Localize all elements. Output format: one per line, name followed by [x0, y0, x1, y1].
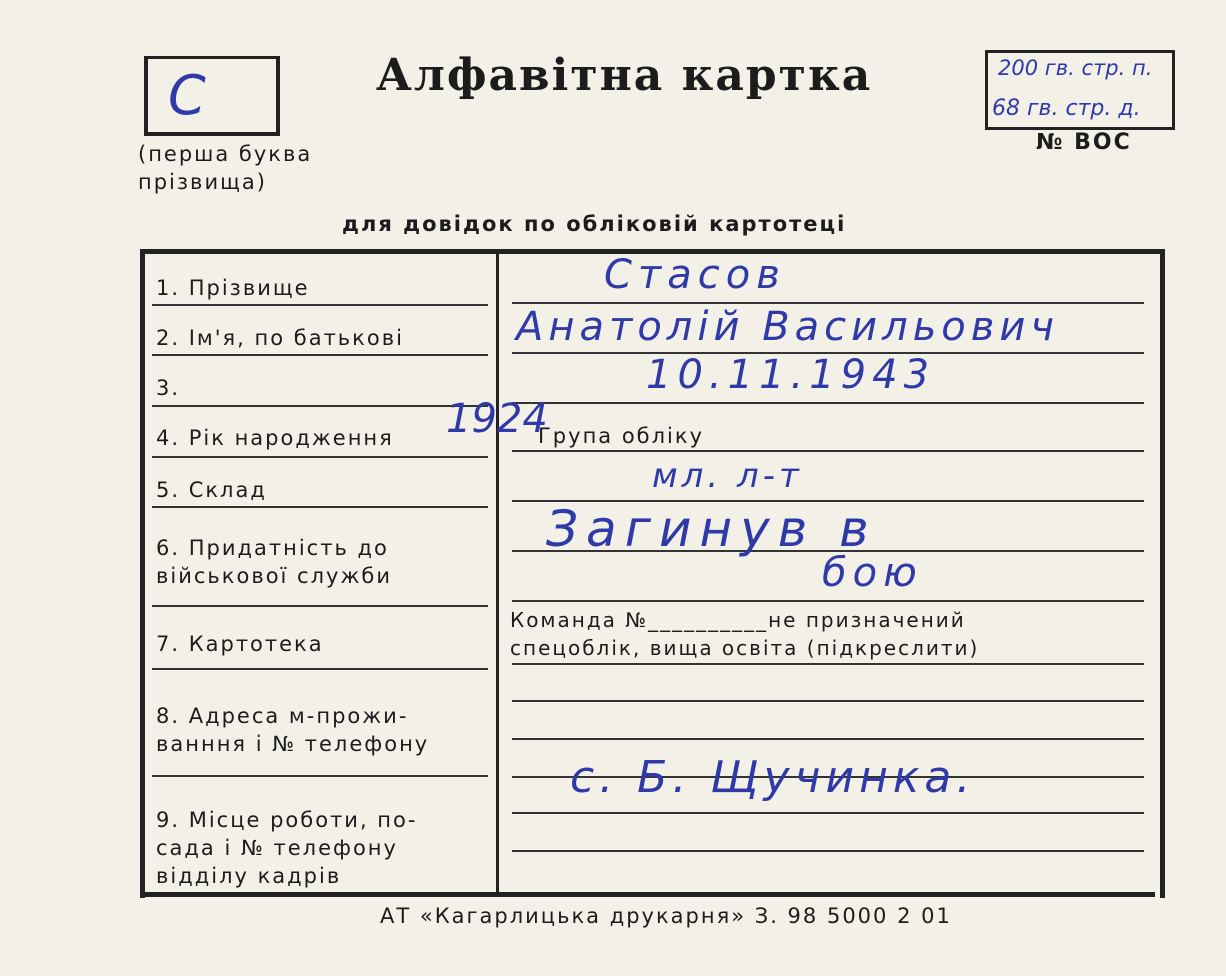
left-rule	[152, 506, 488, 508]
right-rule	[512, 738, 1144, 740]
field-name-label: 2. Ім'я, по батькові	[156, 326, 404, 350]
right-rule	[512, 663, 1144, 665]
birth-year-value: 1924	[446, 396, 548, 442]
rank-value: мл. л-т	[652, 456, 803, 496]
left-rule	[152, 354, 488, 356]
card-title: Алфавітна картка	[376, 50, 873, 101]
field-address-label-1: 8. Адреса м-прожи-	[156, 704, 409, 728]
right-rule	[512, 850, 1144, 852]
field-fitness-label-2: військової служби	[156, 564, 392, 588]
printer-footer: АТ «Кагарлицька друкарня» З. 98 5000 2 01	[380, 904, 952, 928]
letter-box	[144, 56, 280, 136]
card-subtitle: для довідок по обліковій картотеці	[342, 212, 847, 236]
field-surname-label: 1. Прізвище	[156, 276, 310, 300]
field-3-label: 3.	[156, 376, 181, 400]
field-fitness-label-1: 6. Придатність до	[156, 536, 389, 560]
vos-line1: 200 гв. стр. п.	[998, 56, 1153, 80]
left-rule	[152, 304, 488, 306]
group-label: Група обліку	[538, 424, 705, 448]
right-rule	[512, 450, 1144, 452]
left-rule	[152, 668, 488, 670]
left-rule	[152, 605, 488, 607]
letter-hint-line1: (перша буква	[138, 142, 313, 166]
field-work-label-2: сада і № телефону	[156, 836, 398, 860]
team-line-2: спецоблік, вища освіта (підкреслити)	[510, 636, 980, 660]
right-rule	[512, 700, 1144, 702]
field-work-label-3: відділу кадрів	[156, 864, 342, 888]
fitness-value-line1: Загинув в	[546, 500, 877, 558]
fitness-value-line2: бою	[822, 550, 923, 596]
address-value: с. Б. Щучинка.	[570, 752, 976, 803]
field-cardfile-label: 7. Картотека	[156, 632, 324, 656]
field-birth-year-label: 4. Рік народження	[156, 426, 394, 450]
right-rule	[512, 600, 1144, 602]
vos-label: № ВОС	[1036, 130, 1132, 155]
field-address-label-2: ванння і № телефону	[156, 732, 430, 756]
right-rule	[512, 402, 1144, 404]
left-rule	[152, 405, 488, 407]
field-3-value: 10.11.1943	[646, 352, 936, 398]
frame-bottom-border	[140, 892, 1155, 897]
left-rule	[152, 456, 488, 458]
right-rule	[512, 812, 1144, 814]
letter-hint-line2: прізвища)	[138, 170, 267, 194]
name-value: Анатолій Васильович	[516, 304, 1059, 350]
field-work-label-1: 9. Місце роботи, по-	[156, 808, 418, 832]
vos-line2: 68 гв. стр. д.	[992, 96, 1141, 121]
field-rank-label: 5. Склад	[156, 478, 267, 502]
surname-value: Стасов	[604, 252, 786, 298]
left-rule	[152, 775, 488, 777]
column-divider	[496, 254, 499, 894]
team-line-1: Команда №__________не призначений	[510, 608, 966, 632]
letter-value: С	[168, 64, 206, 127]
